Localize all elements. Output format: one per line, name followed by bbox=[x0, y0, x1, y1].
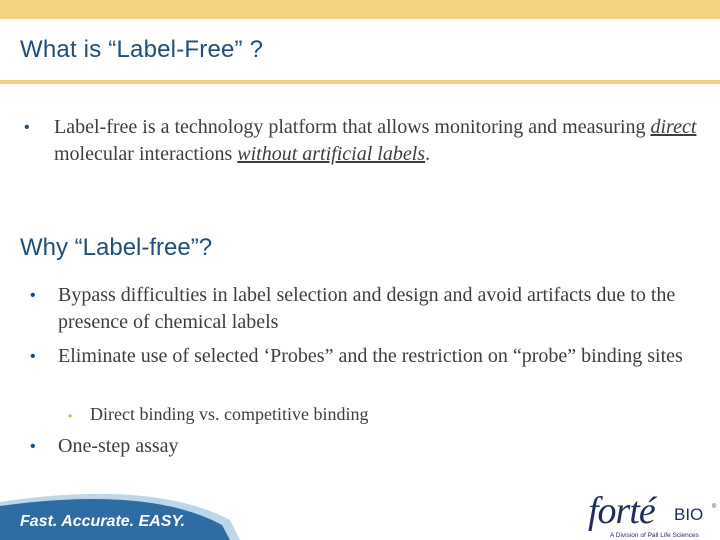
tagline-text: Fast. Accurate. EASY. bbox=[20, 513, 186, 530]
bullet-icon: • bbox=[30, 348, 36, 365]
bullet-text-part: . bbox=[425, 143, 431, 165]
bullet-bypass-difficulties bbox=[30, 282, 700, 336]
emphasis-direct: direct bbox=[650, 116, 697, 138]
sub-bullet-icon: • bbox=[68, 409, 73, 423]
bullet-icon: • bbox=[24, 119, 30, 136]
bullet-text-part: molecular interactions bbox=[54, 143, 238, 165]
slide-title: What is “Label-Free” ? bbox=[20, 36, 264, 63]
bullet-eliminate-probes bbox=[30, 343, 700, 370]
title-divider bbox=[0, 80, 720, 84]
fortebio-logo bbox=[588, 492, 716, 538]
sub-bullet-text: Direct binding vs. competitive binding bbox=[90, 404, 369, 424]
bullet-text: One-step assay bbox=[58, 435, 179, 457]
emphasis-without-labels: without artificial labels bbox=[237, 143, 426, 165]
sub-bullet-direct-binding bbox=[68, 402, 368, 426]
tagline-banner bbox=[0, 480, 240, 540]
logo-division-text: A Division of Pall Life Sciences bbox=[610, 532, 699, 539]
logo-wordmark: forté bbox=[588, 490, 655, 532]
bullet-text: Eliminate use of selected ‘Probes” and the restriction on “probe” binding sites bbox=[58, 345, 683, 367]
logo-bio-text: BIO bbox=[674, 505, 704, 524]
bullet-one-step-assay bbox=[30, 433, 700, 460]
bullet-text: Bypass difficulties in label selection and design and avoid artifacts due to the presence of chemical labels bbox=[58, 284, 676, 333]
bullet-text-part: Label-free is a technology platform that allows monitoring and measuring bbox=[54, 116, 651, 138]
bullet-icon: • bbox=[30, 438, 36, 455]
top-accent-bar bbox=[0, 0, 720, 19]
bullet-label-free-definition bbox=[24, 114, 704, 168]
logo-registered-mark: ® bbox=[712, 504, 717, 510]
bullet-icon: • bbox=[30, 287, 36, 304]
section-heading-why: Why “Label-free”? bbox=[20, 234, 213, 261]
